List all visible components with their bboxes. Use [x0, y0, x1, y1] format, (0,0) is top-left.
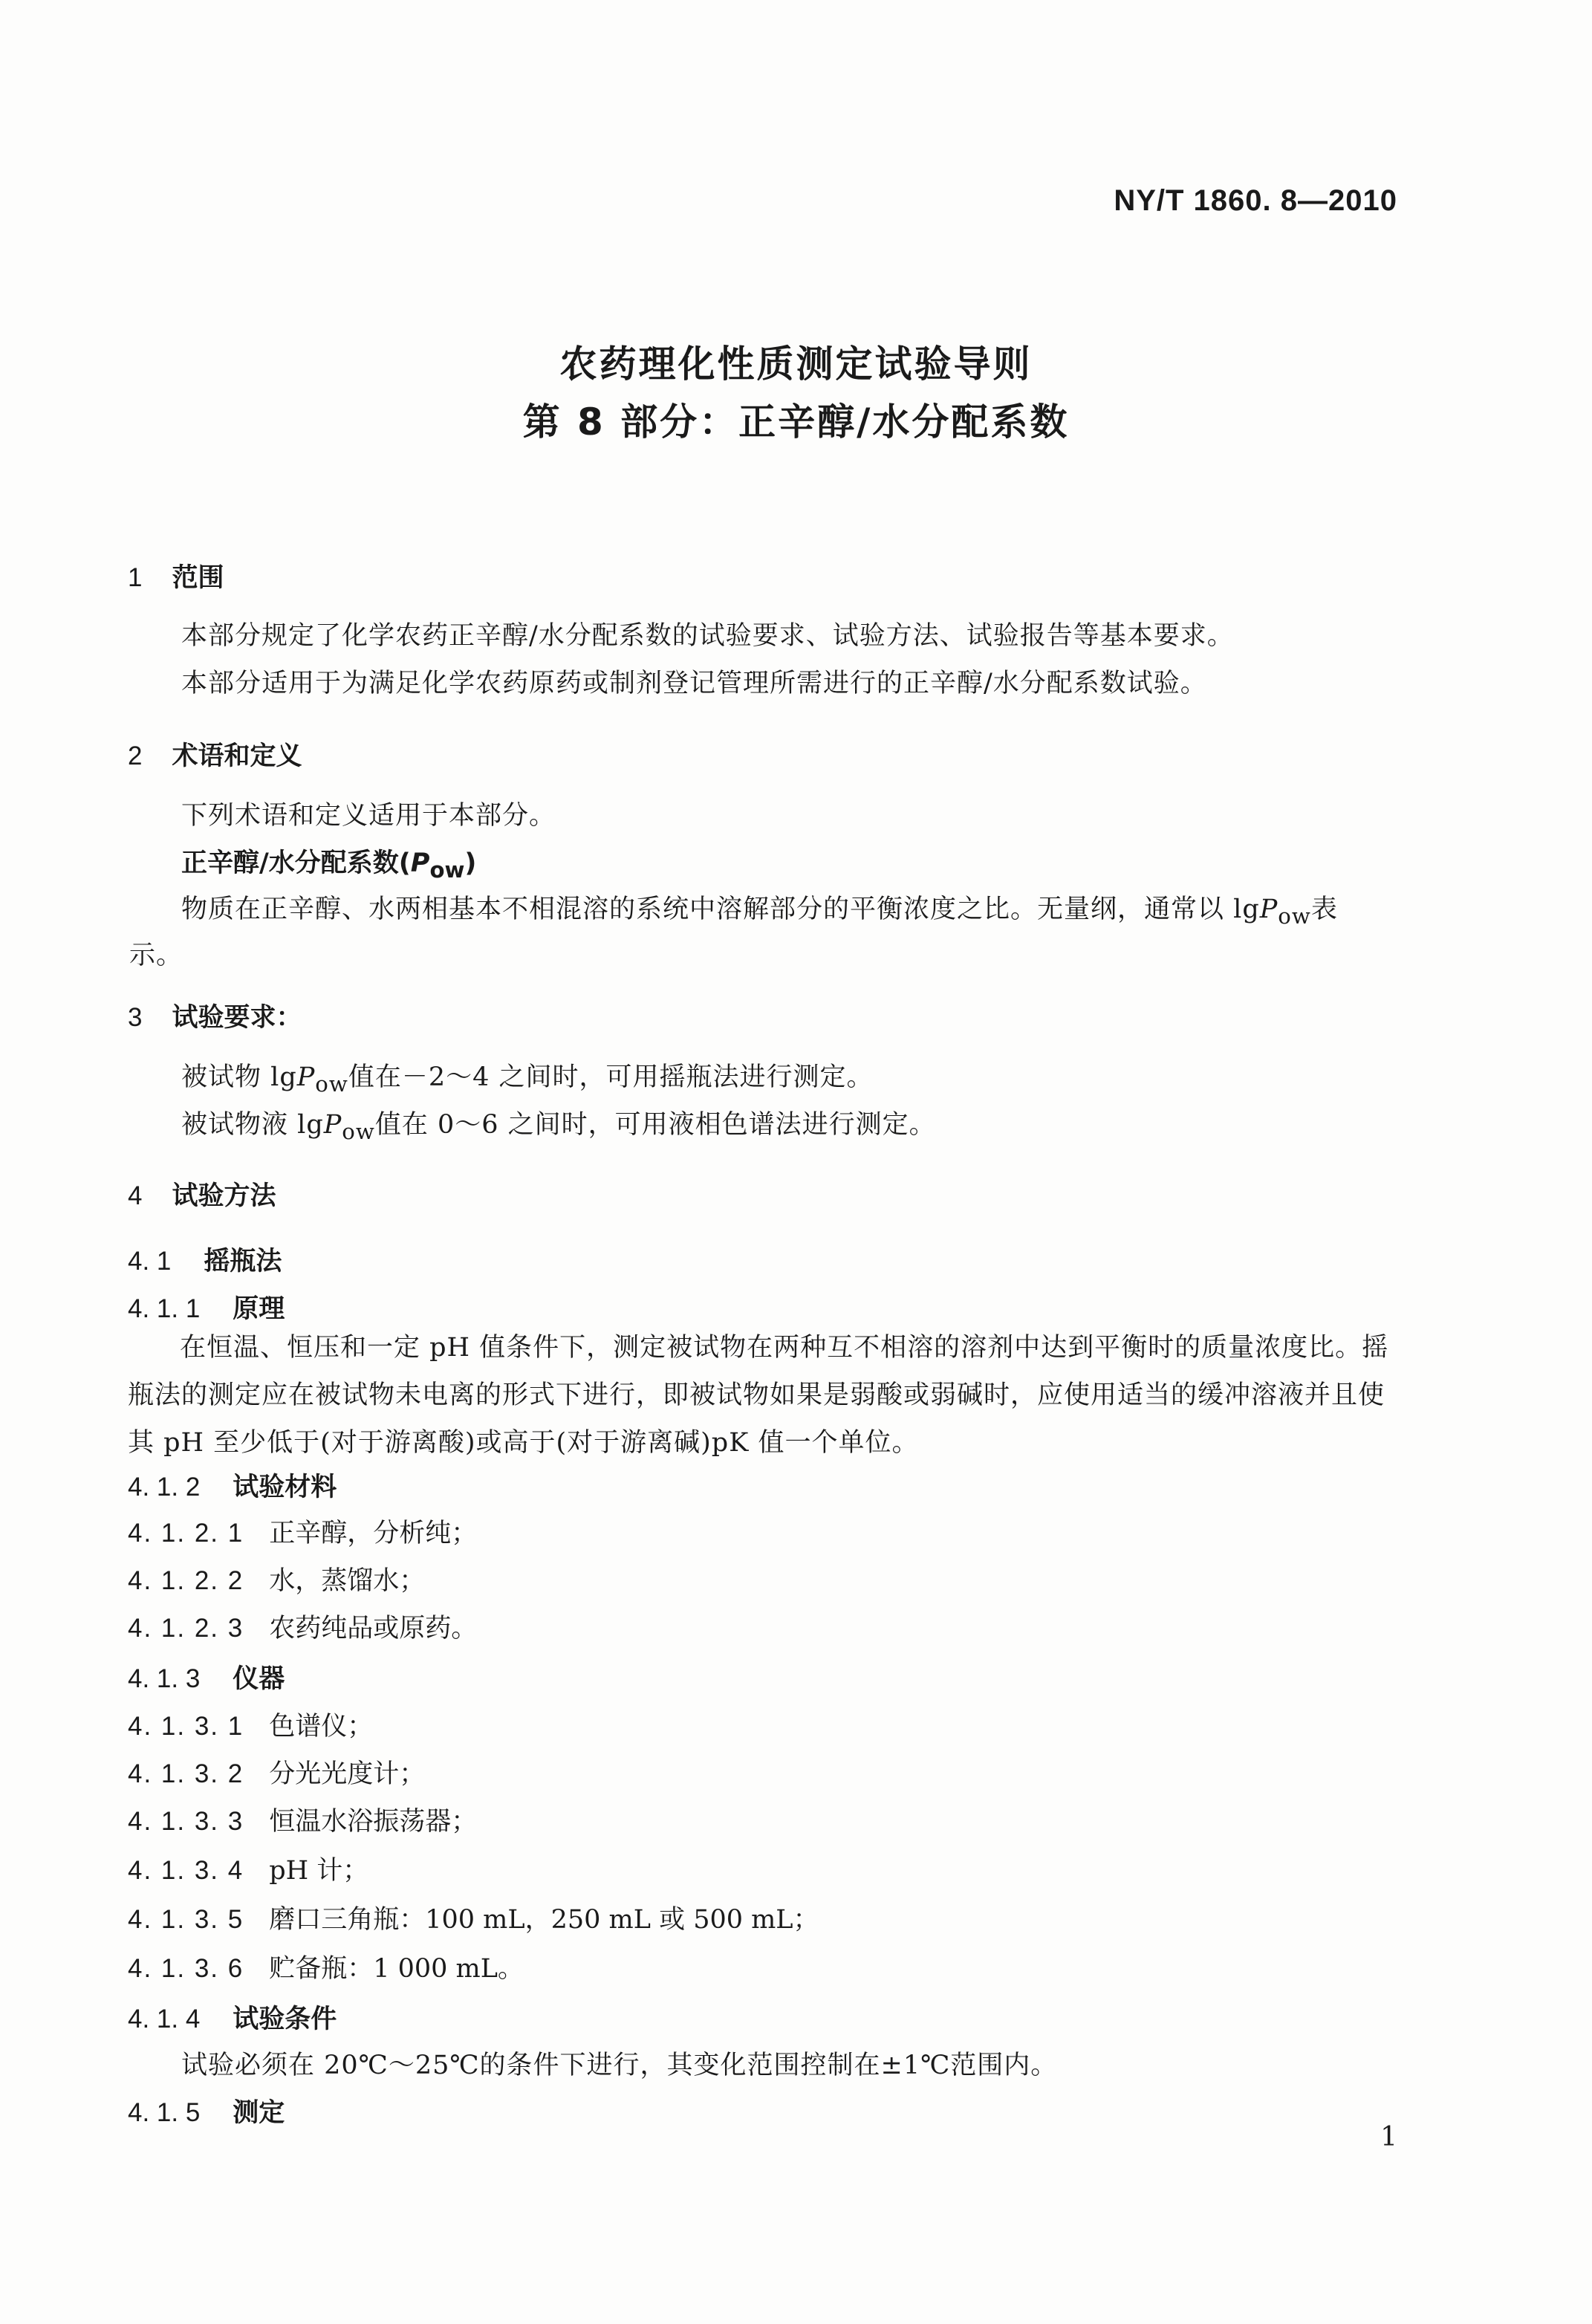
definition-line [181, 889, 1338, 929]
item-text: 水，蒸馏水； [269, 1566, 426, 1596]
item-number: 4. 1. 3. 6 [128, 1954, 244, 1983]
standard-code: NY/T 1860. 8—2010 [1114, 184, 1397, 217]
section-label: 仪器 [233, 1664, 285, 1694]
term-text: 正辛醇/水分配系数( [181, 848, 411, 878]
section-heading-4-1-2 [128, 1467, 337, 1504]
section-number: 4. 1. 1 [128, 1294, 201, 1323]
definition-line-cont: 示。 [129, 941, 183, 970]
section-number: 2 [128, 741, 143, 770]
page-number: 1 [1380, 2122, 1397, 2152]
item-number: 4. 1. 2. 3 [128, 1614, 244, 1643]
list-item [128, 1753, 425, 1791]
list-item [128, 1706, 373, 1743]
section-heading-4-1 [128, 1241, 282, 1278]
list-item [128, 1608, 477, 1645]
list-item [128, 1801, 477, 1838]
section-heading-4-1-3 [128, 1658, 285, 1695]
formula-symbol: P [1259, 895, 1279, 924]
section-heading-4-1-4 [128, 1999, 337, 2036]
section-label: 摇瓶法 [204, 1247, 282, 1276]
item-number: 4. 1. 3. 3 [128, 1807, 244, 1836]
section-heading-1 [128, 557, 224, 594]
doc-title-line2: 第 8 部分：正辛醇/水分配系数 [522, 400, 1070, 444]
section-label: 试验方法 [172, 1181, 276, 1211]
list-item [128, 1560, 425, 1597]
para-text: 值在 0～6 之间时，可用液相色谱法进行测定。 [374, 1110, 936, 1140]
term-text: ) [464, 848, 477, 878]
list-item [128, 1948, 524, 1985]
list-item [128, 1850, 368, 1887]
formula-symbol: P [296, 1062, 316, 1092]
para-text: 被试物 lg [181, 1062, 297, 1092]
list-item [128, 1513, 477, 1550]
item-text: 色谱仪； [269, 1712, 374, 1742]
para-text: 被试物液 lg [181, 1110, 324, 1140]
definition-text: 表 [1310, 895, 1338, 924]
item-text: 正辛醇，分析纯； [269, 1519, 478, 1548]
item-text: 磨口三角瓶：100 mL，250 mL 或 500 mL； [269, 1905, 819, 1935]
section-label: 原理 [233, 1294, 285, 1324]
paragraph: 本部分规定了化学农药正辛醇/水分配系数的试验要求、试验方法、试验报告等基本要求。 [181, 621, 1234, 651]
definition-text: 物质在正辛醇、水两相基本不相混溶的系统中溶解部分的平衡浓度之比。无量纲，通常以 lg [181, 895, 1260, 924]
paragraph: 本部分适用于为满足化学农药原药或制剂登记管理所需进行的正辛醇/水分配系数试验。 [181, 669, 1207, 698]
term-subscript: ow [429, 857, 465, 883]
section-label: 试验条件 [233, 2005, 337, 2034]
item-number: 4. 1. 3. 4 [128, 1856, 244, 1885]
section-heading-3 [128, 997, 302, 1034]
section-number: 1 [128, 563, 143, 592]
term-symbol: P [410, 848, 430, 878]
item-number: 4. 1. 3. 1 [128, 1712, 244, 1741]
section-number: 4. 1. 5 [128, 2098, 201, 2127]
section-heading-4 [128, 1175, 276, 1213]
section-number: 4. 1. 3 [128, 1664, 201, 1693]
section-heading-2 [128, 736, 302, 773]
item-text: pH 计； [269, 1856, 369, 1886]
item-number: 4. 1. 3. 2 [128, 1759, 244, 1788]
section-number: 4 [128, 1181, 143, 1210]
paragraph [181, 1056, 873, 1097]
item-text: 农药纯品或原药。 [269, 1614, 478, 1643]
section-label: 术语和定义 [172, 741, 302, 771]
doc-title-line1: 农药理化性质测定试验导则 [559, 343, 1033, 386]
formula-subscript: ow [1278, 903, 1311, 929]
formula-symbol: P [323, 1110, 342, 1140]
principle-paragraph: 在恒温、恒压和一定 pH 值条件下，测定被试物在两种互不相溶的溶剂中达到平衡时的质量浓度比。摇瓶法的测定应在被试物未电离的形式下进行，即被试物如果是弱酸或弱碱时，应使用适当的缓冲溶液并且使其 pH 至少低于(对于游离酸)或高于(对于游离碱)pK 值一个单位。 [128, 1333, 1389, 1458]
section-label: 范围 [172, 563, 224, 593]
section-heading-4-1-5 [128, 2092, 285, 2129]
item-number: 4. 1. 2. 2 [128, 1566, 244, 1595]
section-label: 试验材料 [233, 1473, 337, 1502]
item-number: 4. 1. 2. 1 [128, 1519, 244, 1548]
paragraph: 下列术语和定义适用于本部分。 [181, 801, 556, 831]
formula-subscript: ow [315, 1071, 348, 1097]
para-text: 值在－2～4 之间时，可用摇瓶法进行测定。 [348, 1062, 874, 1092]
paragraph [181, 1104, 936, 1144]
term-heading [181, 843, 476, 883]
item-text: 分光光度计； [269, 1759, 426, 1789]
section-number: 4. 1 [128, 1247, 172, 1276]
paragraph: 试验必须在 20℃～25℃的条件下进行，其变化范围控制在±1℃范围内。 [181, 2051, 1058, 2080]
formula-subscript: ow [342, 1119, 375, 1144]
section-label: 测定 [233, 2098, 285, 2128]
item-number: 4. 1. 3. 5 [128, 1905, 244, 1934]
section-number: 4. 1. 4 [128, 2005, 201, 2034]
section-heading-4-1-1 [128, 1288, 285, 1325]
item-text: 贮备瓶：1 000 mL。 [269, 1954, 524, 1984]
section-number: 3 [128, 1003, 143, 1032]
item-text: 恒温水浴振荡器； [269, 1807, 478, 1837]
section-number: 4. 1. 2 [128, 1473, 201, 1502]
section-label: 试验要求： [172, 1003, 302, 1033]
list-item [128, 1899, 819, 1936]
